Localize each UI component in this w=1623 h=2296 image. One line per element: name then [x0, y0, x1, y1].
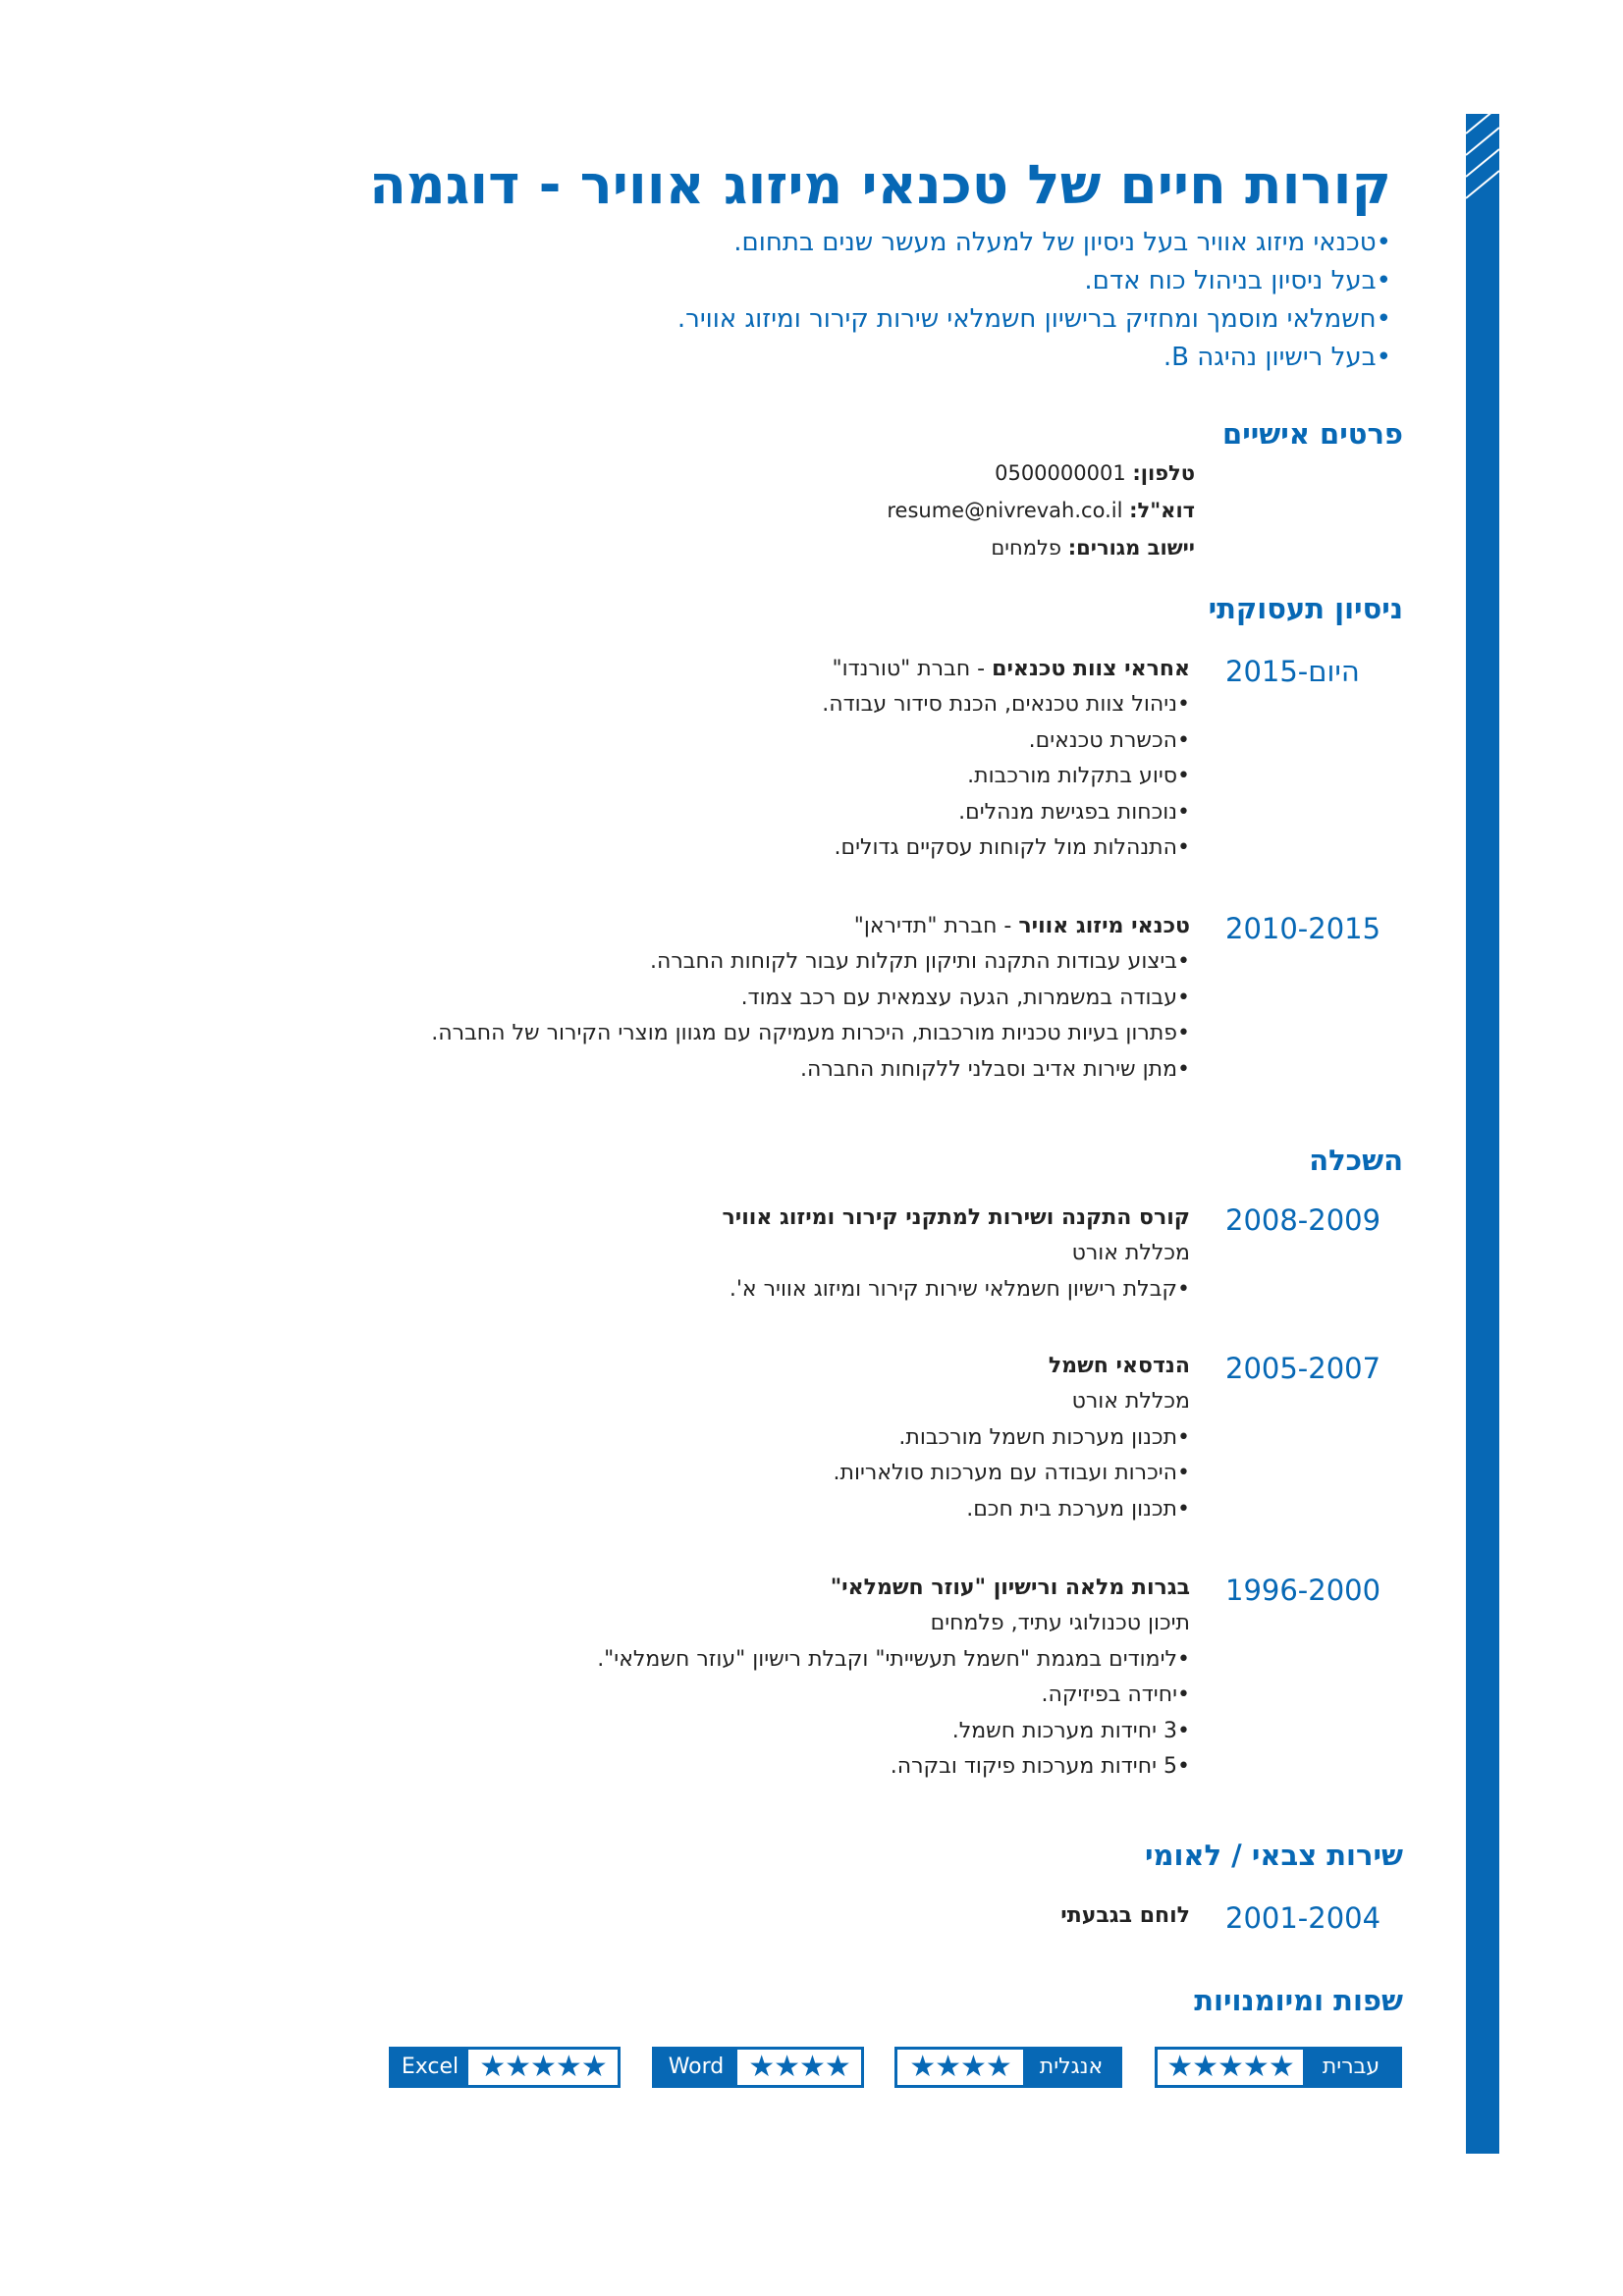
personal-details: [409, 454, 1195, 566]
entry-body: [110, 1201, 1190, 1308]
entry-head: [110, 1898, 1190, 1934]
entry-line: •נוכחות בפגישת מנהלים.: [958, 799, 1190, 825]
rating-stars-icon: ★★★★★: [479, 2050, 607, 2084]
entry-role: קורס התקנה ושירות למתקני קירור ומיזוג אוויר: [722, 1205, 1190, 1230]
skill-name: Excel: [392, 2050, 468, 2085]
section-heading-education: השכלה: [1309, 1144, 1403, 1177]
stripes-icon: [1466, 114, 1499, 212]
section-heading-military: שירות צבאי / לאומי: [1144, 1839, 1403, 1872]
skill-badge: [1155, 2047, 1402, 2088]
entry-line: •לימודים במגמת "חשמל תעשייתי" וקבלת רישיון "עוזר חשמלאי".: [597, 1646, 1190, 1672]
page-title: קורות חיים של טכנאי מיזוג אוויר - דוגמה: [369, 153, 1391, 216]
skill-name: אנגלית: [1023, 2050, 1119, 2085]
entry-head: [110, 652, 1190, 687]
section-heading-skills: שפות ומיומנויות: [1194, 1984, 1403, 2017]
skill-name: עברית: [1303, 2050, 1399, 2085]
intro-item: •חשמלאי מוסמך ומחזיק ברישיון חשמלאי שירות קירור ומיזוג אוויר.: [676, 304, 1391, 334]
city-value: פלמחים: [991, 536, 1062, 560]
entry-line: •5 יחידות מערכות פיקוד ובקרה.: [890, 1754, 1190, 1779]
entry-role: בגרות מלאה ורישיון "עוזר חשמלאי": [830, 1575, 1190, 1600]
rating-stars-icon: ★★★★★: [1166, 2050, 1294, 2084]
entry-body: [110, 1349, 1190, 1527]
skill-badge: [894, 2047, 1122, 2088]
education-entry: [0, 1201, 1473, 1302]
intro-item: •טכנאי מיזוג אוויר בעל ניסיון של למעלה מעשר שנים בתחום.: [733, 228, 1391, 257]
entry-role: טכנאי מיזוג אוויר: [1018, 914, 1190, 938]
skill-badge: [389, 2047, 621, 2088]
entry-line: •ביצוע עבודות התקנה ותיקון תקלות עבור לקוחות החברה.: [649, 949, 1190, 974]
section-heading-experience: ניסיון תעסוקתי: [1208, 592, 1403, 625]
entry-years: 1996-2000: [1225, 1574, 1381, 1607]
email-value: resume@nivrevah.co.il: [887, 499, 1123, 522]
entry-line: •היכרות ועבודה עם מערכות סולאריות.: [833, 1461, 1190, 1485]
entry-line: •תכנון מערכת בית חכם.: [966, 1496, 1190, 1522]
entry-line: •יחידה בפיזיקה.: [1041, 1682, 1190, 1707]
entry-line: •פתרון בעיות טכניות מורכבות, היכרות מעמיקה עם מגוון מוצרי הקירור של החברה.: [431, 1021, 1190, 1045]
skill-name: Word: [655, 2050, 737, 2085]
rating-stars-icon: ★★★★: [748, 2050, 850, 2084]
military-entry: [0, 1898, 1473, 1935]
skills-row: [0, 2047, 1473, 2096]
entry-body: [110, 652, 1190, 867]
entry-years: 2001-2004: [1225, 1901, 1381, 1935]
entry-body: [110, 1898, 1190, 1934]
entry-line: •3 יחידות מערכות חשמל.: [951, 1718, 1190, 1743]
phone-value: 0500000001: [995, 461, 1126, 485]
entry-line: •התנהלות מול לקוחות עסקיים גדולים.: [834, 835, 1190, 860]
entry-line: •ניהול צוות טכנאים, הכנת סידור עבודה.: [822, 692, 1190, 717]
entry-line: •מתן שירות אדיב וסבלני ללקוחות החברה.: [800, 1056, 1190, 1082]
experience-entry: [0, 652, 1473, 860]
entry-org: - חברת "טורנדו": [832, 657, 993, 681]
entry-years: 2010-2015: [1225, 912, 1381, 945]
intro-list: [115, 224, 1391, 377]
experience-entry: [0, 909, 1473, 1082]
city-row: [409, 529, 1195, 566]
education-entry: [0, 1571, 1473, 1779]
entry-line: •הכשרת טכנאים.: [1028, 727, 1190, 753]
entry-line: •קבלת רישיון חשמלאי שירות קירור ומיזוג אוויר א'.: [729, 1276, 1190, 1302]
skill-badge: [652, 2047, 864, 2088]
entry-head: [110, 1201, 1190, 1236]
intro-item: •בעל ניסיון בניהול כוח אדם.: [1084, 266, 1391, 295]
phone-row: [409, 454, 1195, 492]
entry-years: 2005-2007: [1225, 1352, 1381, 1385]
entry-line: •תכנון מערכות חשמל מורכבות.: [898, 1424, 1190, 1450]
entry-line: מכללת אורט: [1071, 1389, 1190, 1414]
entry-role: אחראי צוות טכנאים: [992, 657, 1190, 681]
email-label: דוא"ל:: [1129, 499, 1195, 522]
entry-years: 2008-2009: [1225, 1203, 1381, 1237]
rating-stars-icon: ★★★★: [909, 2050, 1011, 2084]
entry-head: [110, 1571, 1190, 1606]
city-label: יישוב מגורים:: [1067, 536, 1195, 560]
education-entry: [0, 1349, 1473, 1522]
email-row: [409, 492, 1195, 529]
entry-role: הנדסאי חשמל: [1048, 1354, 1190, 1378]
entry-line: •סיוע בתקלות מורכבות.: [967, 764, 1190, 788]
intro-item: •בעל רישיון נהיגה B.: [1163, 343, 1391, 372]
entry-body: [110, 1571, 1190, 1786]
sidebar-decoration: [1466, 114, 1499, 2154]
phone-label: טלפון:: [1132, 461, 1195, 485]
entry-org: - חברת "תדיראן": [853, 914, 1019, 938]
section-heading-personal: פרטים אישיים: [1222, 417, 1403, 451]
entry-head: [110, 1349, 1190, 1384]
entry-body: [110, 909, 1190, 1088]
entry-line: •עבודה במשמרות, הגעה עצמאית עם רכב צמוד.: [740, 985, 1190, 1010]
entry-head: [110, 909, 1190, 944]
entry-role: לוחם בגבעתי: [1060, 1903, 1190, 1928]
entry-line: תיכון טכנולוגי עתיד, פלמחים: [930, 1611, 1190, 1635]
entry-line: מכללת אורט: [1071, 1241, 1190, 1265]
entry-years: 2015-היום: [1225, 655, 1360, 688]
